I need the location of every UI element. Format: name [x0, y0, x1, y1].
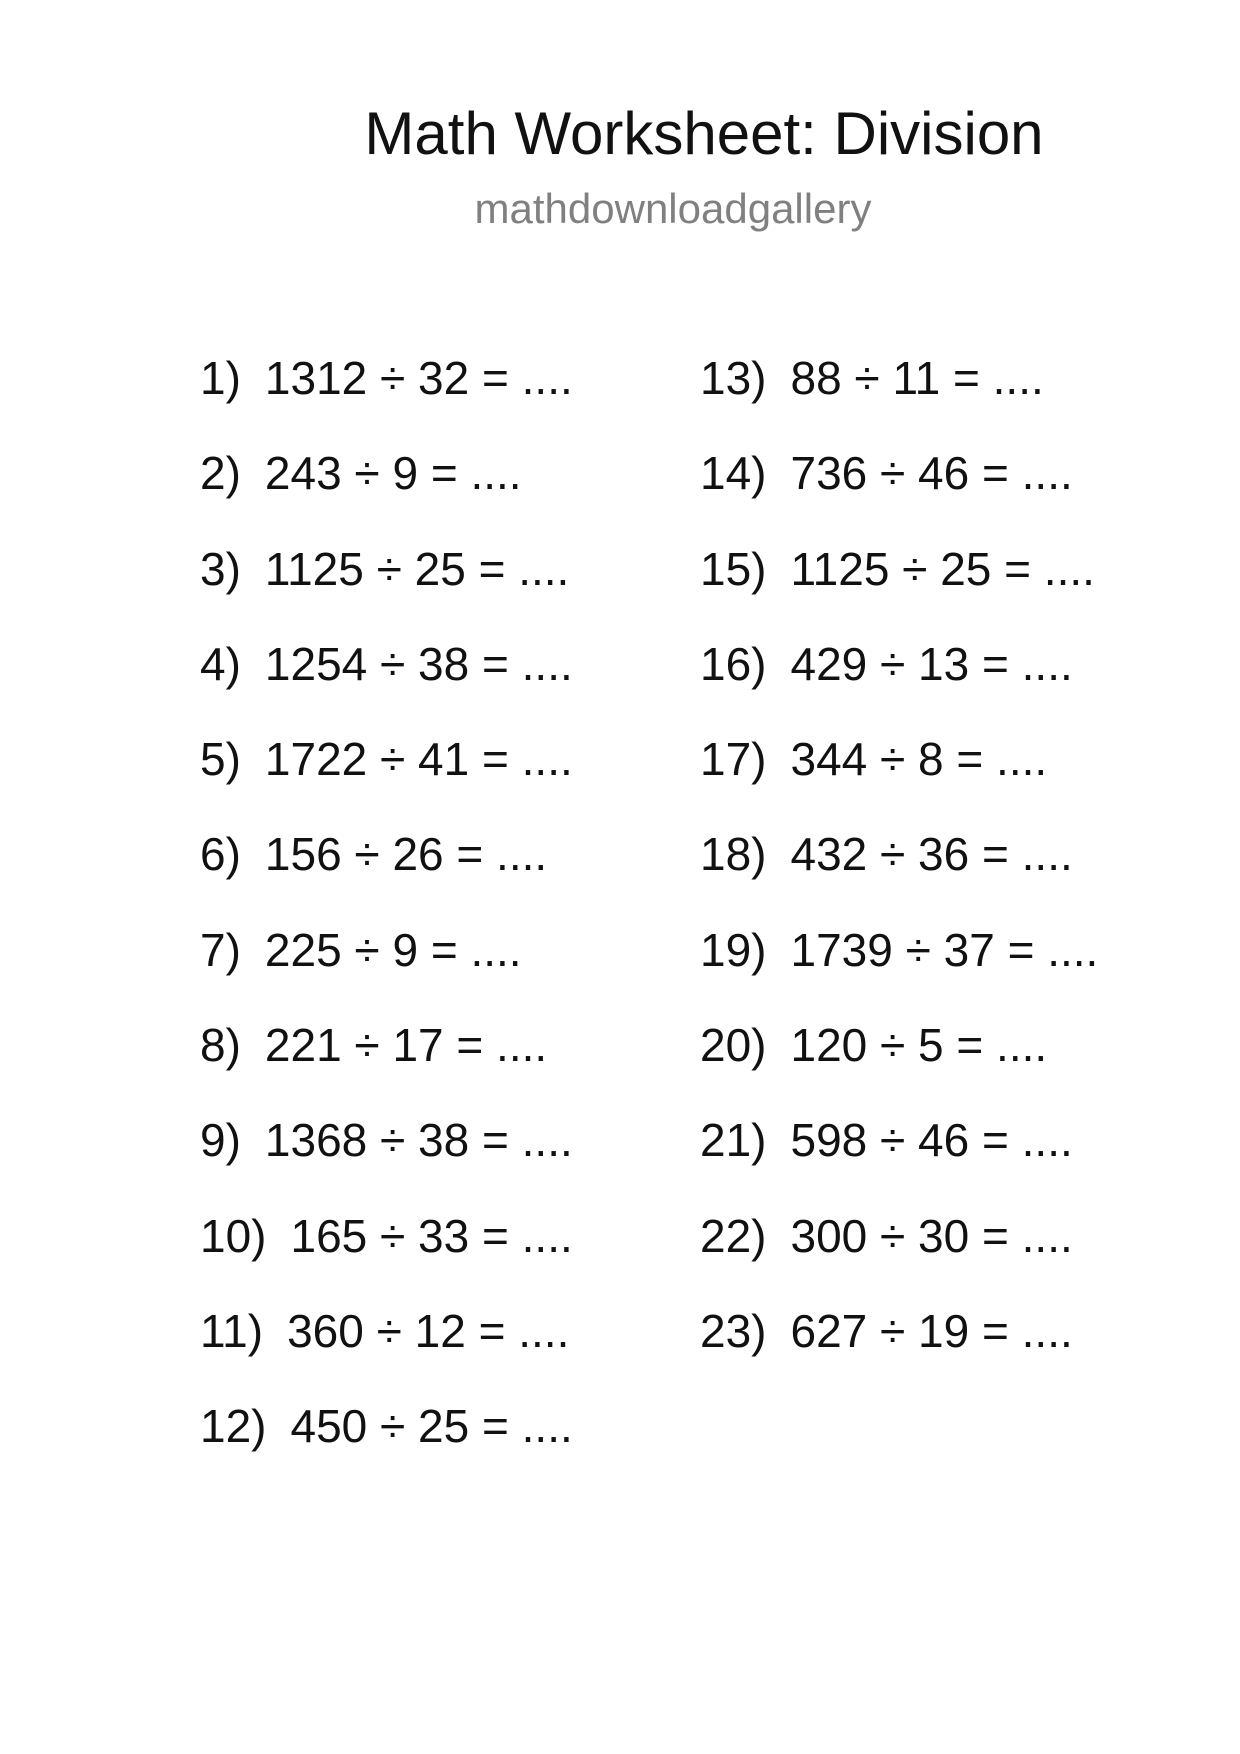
problem-expression: 627 ÷ 19 = .... [790, 1304, 1073, 1357]
problem-expression: 1739 ÷ 37 = .... [790, 923, 1099, 976]
problem-item [700, 350, 1220, 445]
problem-number: 19) [700, 923, 767, 976]
problem-expression: 1254 ÷ 38 = .... [264, 637, 573, 690]
problems-column-left [200, 350, 720, 1494]
problem-item [200, 731, 720, 826]
problem-number: 12) [200, 1400, 267, 1453]
problem-number: 13) [700, 352, 767, 404]
problem-expression: 1722 ÷ 41 = .... [264, 733, 573, 786]
problem-number: 9) [200, 1114, 241, 1167]
problem-expression: 736 ÷ 46 = .... [790, 447, 1073, 500]
problem-item [200, 1112, 720, 1207]
problem-expression: 432 ÷ 36 = .... [790, 828, 1073, 881]
problem-number: 17) [700, 733, 767, 786]
problem-item [200, 1398, 720, 1493]
problem-expression: 300 ÷ 30 = .... [790, 1209, 1073, 1262]
problem-number: 14) [700, 447, 767, 500]
problem-item [700, 541, 1220, 636]
problem-item [700, 445, 1220, 540]
problem-expression: 429 ÷ 13 = .... [790, 637, 1073, 690]
problem-number: 15) [700, 542, 767, 595]
problem-expression: 450 ÷ 25 = .... [290, 1400, 573, 1453]
problem-item [200, 350, 720, 445]
problem-item [700, 922, 1220, 1017]
problem-number: 7) [200, 923, 241, 976]
problem-item [200, 826, 720, 921]
problem-number: 22) [700, 1209, 767, 1262]
problem-number: 5) [200, 733, 241, 786]
problem-number: 4) [200, 637, 241, 690]
problem-expression: 1125 ÷ 25 = .... [264, 542, 570, 595]
problem-expression: 88 ÷ 11 = .... [790, 352, 1044, 404]
problem-expression: 156 ÷ 26 = .... [264, 828, 548, 881]
problem-item [700, 731, 1220, 826]
problem-item [700, 1017, 1220, 1112]
problem-item [700, 826, 1220, 921]
problem-number: 11) [200, 1304, 264, 1357]
problem-expression: 120 ÷ 5 = .... [790, 1019, 1048, 1072]
problem-number: 21) [700, 1114, 767, 1167]
problem-item [200, 1208, 720, 1303]
problem-expression: 225 ÷ 9 = .... [264, 923, 522, 976]
problem-item [200, 922, 720, 1017]
problem-expression: 1312 ÷ 32 = .... [264, 352, 573, 404]
problem-number: 6) [200, 828, 241, 881]
problem-number: 23) [700, 1304, 767, 1357]
problem-item [200, 1303, 720, 1398]
problem-expression: 598 ÷ 46 = .... [790, 1114, 1073, 1167]
problem-expression: 344 ÷ 8 = .... [790, 733, 1048, 786]
problem-expression: 360 ÷ 12 = .... [287, 1304, 570, 1357]
problem-number: 18) [700, 828, 767, 881]
problem-number: 8) [200, 1019, 241, 1072]
problem-item [200, 1017, 720, 1112]
problem-item [200, 445, 720, 540]
problem-item [700, 1208, 1220, 1303]
problem-number: 3) [200, 542, 241, 595]
problem-item [700, 1303, 1220, 1398]
problem-item [700, 636, 1220, 731]
problem-number: 16) [700, 637, 767, 690]
problem-number: 20) [700, 1019, 767, 1072]
problem-expression: 1368 ÷ 38 = .... [264, 1114, 573, 1167]
problems-column-right [700, 350, 1220, 1398]
problem-item [200, 541, 720, 636]
page-title: Math Worksheet: Division [364, 100, 1044, 167]
problem-expression: 165 ÷ 33 = .... [290, 1209, 573, 1262]
problem-expression: 1125 ÷ 25 = .... [790, 542, 1095, 595]
page-subtitle: mathdownloadgallery [474, 185, 872, 232]
problem-number: 10) [200, 1209, 267, 1262]
problem-item [700, 1112, 1220, 1207]
problem-expression: 243 ÷ 9 = .... [264, 447, 522, 500]
problem-expression: 221 ÷ 17 = .... [264, 1019, 548, 1072]
problem-number: 1) [200, 352, 241, 404]
problem-item [200, 636, 720, 731]
problem-number: 2) [200, 447, 241, 500]
